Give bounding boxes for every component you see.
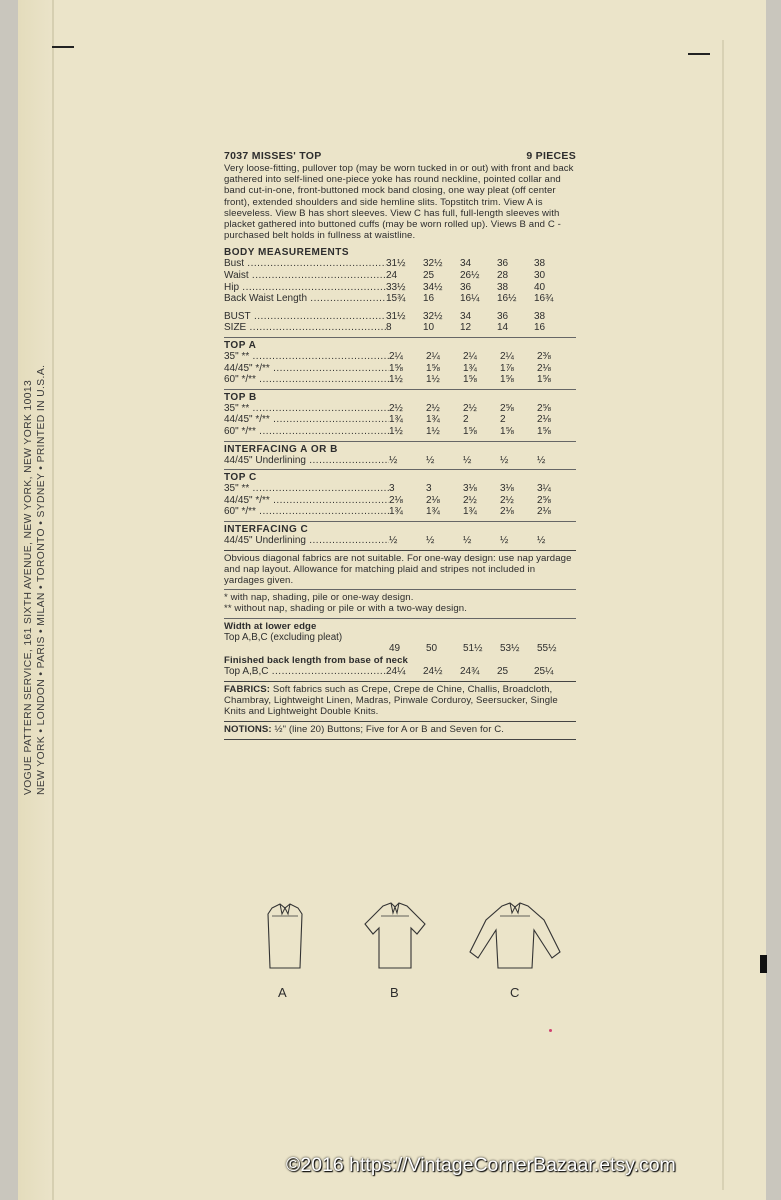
size-value: 34 xyxy=(460,310,472,322)
size-value: 1⅞ xyxy=(500,362,514,374)
size-value: 1¾ xyxy=(389,414,403,426)
measurement-row xyxy=(224,535,576,547)
size-value: 16¾ xyxy=(534,293,554,305)
size-value: 2⅛ xyxy=(537,506,551,518)
size-value: ½ xyxy=(537,454,546,466)
side-publisher-address: VOGUE PATTERN SERVICE, 161 SIXTH AVENUE, NEW YORK, NEW YORK 10013 xyxy=(23,379,34,795)
size-value: 2⅝ xyxy=(537,402,551,414)
row-label: Waist ..... xyxy=(224,270,386,281)
row-label: 60" */** ..... xyxy=(224,426,389,437)
size-value: 31½ xyxy=(386,258,406,270)
measurement-row xyxy=(224,403,576,415)
measurement-row xyxy=(224,363,576,375)
size-value: 2½ xyxy=(500,494,514,506)
row-label: Back Waist Length ..... xyxy=(224,293,386,304)
size-value: 12 xyxy=(460,322,472,334)
size-value: ½ xyxy=(500,534,509,546)
measurement-row xyxy=(224,455,576,467)
size-value: 2 xyxy=(463,414,469,426)
width-title: Width at lower edge xyxy=(224,620,317,632)
size-value: 24¾ xyxy=(460,666,480,678)
row-label: SIZE ..... xyxy=(224,322,386,333)
bust-size-table xyxy=(224,311,576,334)
size-value: 25¼ xyxy=(534,666,554,678)
size-value: 1¾ xyxy=(426,414,440,426)
body-measurements-title: BODY MEASUREMENTS xyxy=(224,247,349,259)
back-length-label: Top A,B,C ..... xyxy=(224,666,386,677)
size-value: 3⅛ xyxy=(500,483,514,495)
size-value: 1⅝ xyxy=(463,425,477,437)
body-measurements-table xyxy=(224,258,576,304)
copyright-watermark: ©2016 https://VintageCornerBazaar.etsy.com xyxy=(286,1154,676,1176)
size-value: 1⅝ xyxy=(537,374,551,386)
size-value: 1¾ xyxy=(389,506,403,518)
row-label: BUST ..... xyxy=(224,311,386,322)
yardage-section-title: INTERFACING C xyxy=(224,523,309,535)
size-value: 1⅝ xyxy=(537,425,551,437)
size-value: 2½ xyxy=(463,402,477,414)
size-value: 8 xyxy=(386,322,392,334)
size-value: ½ xyxy=(463,534,472,546)
size-value: ½ xyxy=(389,534,398,546)
size-value: 16 xyxy=(423,293,435,305)
size-value: 1½ xyxy=(389,374,403,386)
size-value: 31½ xyxy=(386,310,406,322)
size-value: 1¾ xyxy=(426,506,440,518)
size-value: 14 xyxy=(497,322,509,334)
row-label: 60" */** ..... xyxy=(224,506,389,517)
size-value: 36 xyxy=(497,258,509,270)
size-value: 30 xyxy=(534,270,546,282)
diagonal-note: Obvious diagonal fabrics are not suitable. For one-way design: use nap yardage and nap layout. Allowance for matching plaid and stripes not included in yardages given. xyxy=(224,552,572,586)
size-value: 3⅛ xyxy=(463,483,477,495)
size-value: 2¼ xyxy=(389,350,403,362)
row-label: 35" ** ..... xyxy=(224,483,389,494)
size-value: 36 xyxy=(460,281,472,293)
size-value: 16¼ xyxy=(460,293,480,305)
measurement-row xyxy=(224,374,576,386)
view-a-sketch xyxy=(260,900,310,972)
width-values-row xyxy=(224,643,576,655)
size-value: 28 xyxy=(497,270,509,282)
pattern-info xyxy=(224,150,576,742)
fabrics-label: FABRICS: xyxy=(224,683,271,695)
size-value: 1⅝ xyxy=(463,374,477,386)
view-b-sketch xyxy=(355,900,435,972)
size-value: 3 xyxy=(389,483,395,495)
row-label: 44/45" Underlining ..... xyxy=(224,535,389,546)
size-value: 38 xyxy=(534,258,546,270)
notions-label: NOTIONS: xyxy=(224,724,272,736)
row-label: 44/45" Underlining ..... xyxy=(224,455,389,466)
size-value: ½ xyxy=(389,454,398,466)
size-value: 10 xyxy=(423,322,435,334)
size-value: 38 xyxy=(534,310,546,322)
size-value: 24½ xyxy=(423,666,443,678)
row-label: 44/45" */** ..... xyxy=(224,363,389,374)
size-value: ½ xyxy=(426,454,435,466)
yardage-section-title: TOP C xyxy=(224,472,257,484)
size-value: 24 xyxy=(386,270,398,282)
yardage-table xyxy=(224,337,576,547)
size-value: 15¾ xyxy=(386,293,406,305)
size-value: 2 xyxy=(500,414,506,426)
corner-tick-right xyxy=(688,53,710,55)
width-label: Top A,B,C (excluding pleat) xyxy=(224,631,343,643)
back-length-title: Finished back length from base of neck xyxy=(224,654,408,666)
view-sketches xyxy=(250,900,580,1000)
size-value: ½ xyxy=(500,454,509,466)
size-value: 1¾ xyxy=(463,362,477,374)
side-publisher-cities: NEW YORK • LONDON • PARIS • MILAN • TORONTO • SYDNEY • PRINTED IN U.S.A. xyxy=(36,364,47,795)
measurement-row xyxy=(224,311,576,323)
yardage-section-title: TOP B xyxy=(224,391,257,403)
view-c-label: C xyxy=(510,985,520,1000)
measurement-row xyxy=(224,426,576,438)
size-value: 1¾ xyxy=(463,506,477,518)
fabrics-list: Soft fabrics such as Crepe, Crepe de Chine, Challis, Broadcloth, Chambray, Lightweight Linen, Madras, Pinwale Corduroy, Seersucker, Single Knits and Lightweight Double Knits. xyxy=(224,683,558,718)
size-value: ½ xyxy=(463,454,472,466)
size-value: 53½ xyxy=(500,643,520,655)
size-value: 1⅝ xyxy=(500,425,514,437)
size-value: 2¼ xyxy=(463,350,477,362)
size-value: 25 xyxy=(497,666,509,678)
size-value: 25 xyxy=(423,270,435,282)
size-value: 2¼ xyxy=(500,350,514,362)
measurement-row xyxy=(224,293,576,305)
pattern-description: Very loose-fitting, pullover top (may be worn tucked in or out) with front and back gathered into self-lined one-piece yoke has round neckline, pointed collar and band cut-in-one, front-buttoned mock band closing, one way pleat (off center front), extended shoulders and side hemline slits. Topstitch trim. View A is sleeveless. View B has short sleeves. View C has full, full-length sleeves with placket gathered into buttoned cuffs (may be worn rolled up). Views B and C - purchased belt holds in fullness at waistline. xyxy=(224,163,574,242)
size-value: 3 xyxy=(426,483,432,495)
size-value: 2¼ xyxy=(426,350,440,362)
size-value: 2⅜ xyxy=(537,350,551,362)
nap-note-1: * with nap, shading, pile or one-way design. xyxy=(224,592,414,604)
width-label-row xyxy=(224,632,576,644)
measurement-row xyxy=(224,351,576,363)
size-value: 38 xyxy=(497,281,509,293)
view-b-label: B xyxy=(390,985,399,1000)
corner-tick-left xyxy=(52,46,74,48)
size-value: 2½ xyxy=(463,494,477,506)
pattern-pieces: 9 PIECES xyxy=(526,150,576,162)
row-label: 35" ** ..... xyxy=(224,351,389,362)
size-value: 24¼ xyxy=(386,666,406,678)
back-length-row xyxy=(224,666,576,678)
pattern-header xyxy=(224,150,576,162)
size-value: 1½ xyxy=(426,374,440,386)
size-value: 1⅝ xyxy=(426,362,440,374)
paper-fold-line xyxy=(52,0,54,1200)
measurement-row xyxy=(224,270,576,282)
notions-text xyxy=(224,724,576,735)
size-value: 33½ xyxy=(386,281,406,293)
size-value: 32½ xyxy=(423,310,443,322)
edge-mark xyxy=(760,955,767,973)
size-value: 2⅛ xyxy=(500,506,514,518)
nap-note-2: ** without nap, shading or pile or with a two-way design. xyxy=(224,603,468,615)
notions-list: ½" (line 20) Buttons; Five for A or B and Seven for C. xyxy=(274,724,505,736)
size-value: 50 xyxy=(426,643,438,655)
size-value: 2⅛ xyxy=(537,414,551,426)
size-value: 32½ xyxy=(423,258,443,270)
size-value: 2⅛ xyxy=(426,494,440,506)
measurement-row xyxy=(224,414,576,426)
size-value: 3¼ xyxy=(537,483,551,495)
measurement-row xyxy=(224,506,576,518)
size-value: 1½ xyxy=(426,425,440,437)
size-value: ½ xyxy=(537,534,546,546)
size-value: 36 xyxy=(497,310,509,322)
row-label: Hip ..... xyxy=(224,282,386,293)
size-value: 2⅛ xyxy=(389,494,403,506)
view-a-label: A xyxy=(278,985,287,1000)
size-value: 49 xyxy=(389,643,401,655)
size-value: 2⅛ xyxy=(537,362,551,374)
size-value: 55½ xyxy=(537,643,557,655)
size-value: 26½ xyxy=(460,270,480,282)
measurement-row xyxy=(224,495,576,507)
size-value: 51½ xyxy=(463,643,483,655)
size-value: 2½ xyxy=(426,402,440,414)
size-value: 2⅝ xyxy=(500,402,514,414)
size-value: 1½ xyxy=(389,425,403,437)
size-value: 2⅝ xyxy=(537,494,551,506)
row-label: Bust ..... xyxy=(224,258,386,269)
yardage-section-title: TOP A xyxy=(224,339,257,351)
size-value: 40 xyxy=(534,281,546,293)
size-value: 16 xyxy=(534,322,546,334)
measurement-row xyxy=(224,258,576,270)
row-label: 44/45" */** ..... xyxy=(224,495,389,506)
size-value: 1⅝ xyxy=(389,362,403,374)
measurement-row xyxy=(224,282,576,294)
yardage-section-title: INTERFACING A OR B xyxy=(224,443,338,455)
pattern-title: 7037 MISSES' TOP xyxy=(224,150,322,162)
size-value: 1⅝ xyxy=(500,374,514,386)
row-label: 35" ** ..... xyxy=(224,403,389,414)
size-value: 34½ xyxy=(423,281,443,293)
measurement-row xyxy=(224,322,576,334)
fabrics-text xyxy=(224,684,576,718)
paper-right-fold xyxy=(722,40,724,1190)
row-label: 44/45" */** ..... xyxy=(224,414,389,425)
size-value: 16½ xyxy=(497,293,517,305)
size-value: ½ xyxy=(426,534,435,546)
view-c-sketch xyxy=(460,900,570,972)
pink-speck xyxy=(549,1029,552,1032)
size-value: 34 xyxy=(460,258,472,270)
row-label: 60" */** ..... xyxy=(224,374,389,385)
size-value: 2½ xyxy=(389,402,403,414)
measurement-row xyxy=(224,483,576,495)
